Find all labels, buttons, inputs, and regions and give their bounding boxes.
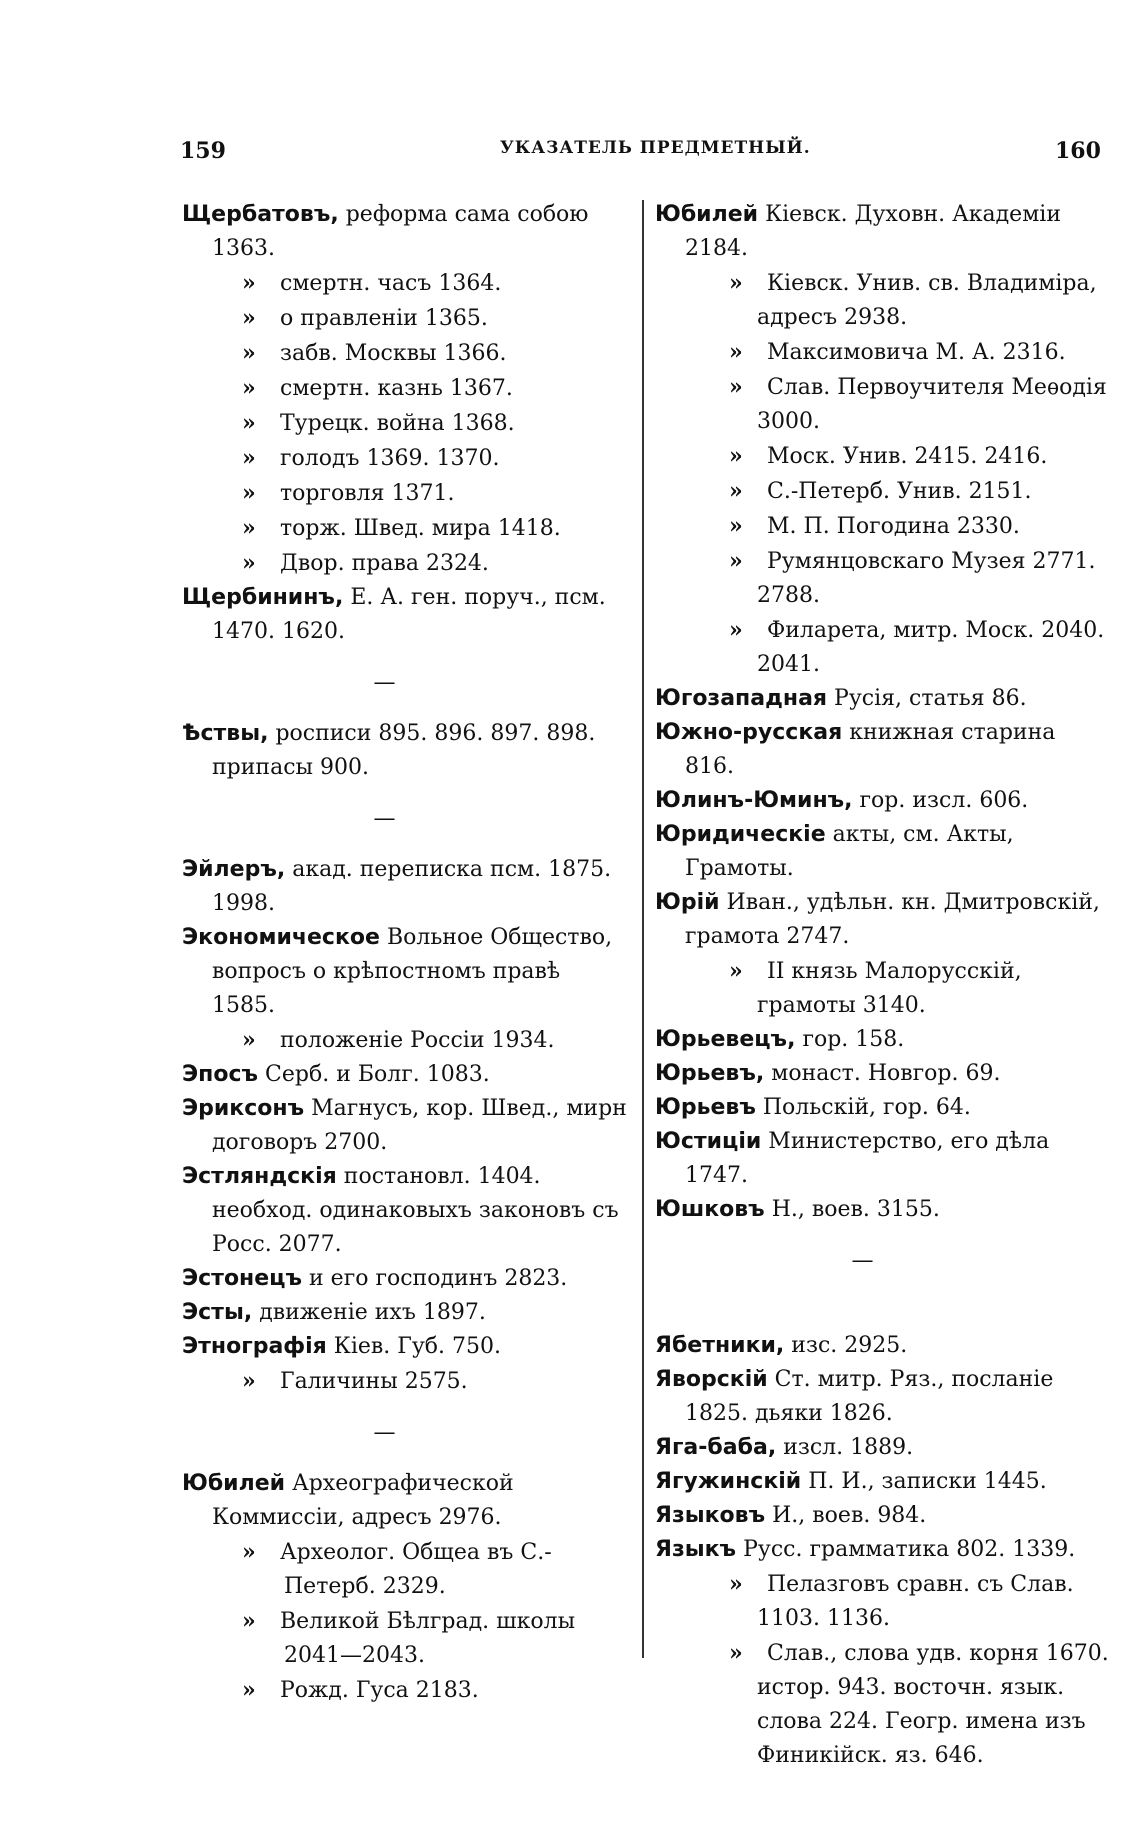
section-dash: — [373,806,396,831]
index-subentry [182,266,627,301]
entry-head: Югозападная [655,686,828,711]
subentry-text: Рожд. Гуса 2183. [280,1678,479,1703]
entry-head: Эйлеръ, [182,857,286,882]
subentry-text: голодъ 1369. 1370. [280,446,500,471]
entry-head: Эстонецъ [182,1266,303,1291]
ditto-mark: » [242,550,256,576]
index-entry [182,1058,627,1092]
entry-text: Е. А. ген. поруч., псм. 1470. 1620. [212,585,606,644]
entry-head: Ябетники, [655,1333,785,1358]
entry-text: Н., воев. 3155. [771,1197,940,1222]
ditto-mark: » [729,1571,743,1597]
entry-head: Эстляндскія [182,1164,337,1189]
entry-head: Юбилей [655,202,759,227]
subentry-text: М. П. Погодина 2330. [767,514,1020,539]
entry-head: Экономическое [182,925,380,950]
index-subentry [182,406,627,441]
ditto-mark: » [242,1539,256,1565]
index-entry [655,1431,1110,1465]
entry-text: изсл. 1889. [783,1435,914,1460]
index-subentry [182,1364,627,1399]
index-entry [182,1262,627,1296]
left-column [182,198,627,1708]
subentry-text: С.-Петерб. Унив. 2151. [767,479,1032,504]
subentry-text: торж. Швед. мира 1418. [280,516,561,541]
entry-head: Юрьевъ [655,1095,756,1120]
ditto-mark: » [729,374,743,400]
subentry-text: II князь Малорусскій, грамоты 3140. [757,959,1022,1018]
index-entry [655,1533,1110,1567]
index-subentry [182,511,627,546]
subentry-text: Двор. права 2324. [280,551,489,576]
ditto-mark: » [729,513,743,539]
entry-head: Языковъ [655,1503,766,1528]
entry-text: П. И., записки 1445. [808,1469,1047,1494]
entry-text: и его господинъ 2823. [309,1266,568,1291]
ditto-mark: » [729,443,743,469]
entry-head: Юрій [655,890,720,915]
index-subentry [182,371,627,406]
entry-head: Юрьевецъ, [655,1027,796,1052]
section-dash: — [851,1248,874,1273]
page-number-left: 159 [180,138,226,164]
index-subentry [655,370,1110,439]
spacer [655,1295,1110,1329]
ditto-mark: » [242,340,256,366]
entry-head: Юшковъ [655,1197,765,1222]
ditto-mark: » [242,410,256,436]
section-dash: — [373,1420,396,1445]
entry-head: Ѣствы, [182,721,269,746]
ditto-mark: » [242,270,256,296]
index-entry [655,1363,1110,1431]
entry-text: И., воев. 984. [772,1503,927,1528]
ditto-mark: » [729,270,743,296]
index-entry [182,1160,627,1262]
entry-text: Археографической Коммиссіи, адресъ 2976. [212,1471,514,1530]
entry-text: гор. изсл. 606. [859,788,1029,813]
subentry-text: смертн. казнь 1367. [280,376,513,401]
ditto-mark: » [729,958,743,984]
page-number-right: 160 [1055,138,1101,164]
entry-text: книжная старина 816. [685,720,1056,779]
index-subentry [655,613,1110,682]
index-entry [182,1296,627,1330]
ditto-mark: » [242,305,256,331]
entry-head: Юлинъ-Юминъ, [655,788,853,813]
subentry-text: Великой Бѣлград. школы 2041—2043. [280,1609,576,1668]
subentry-text: Археолог. Общеа въ С.-Петерб. 2329. [280,1540,552,1599]
entry-text: Магнусъ, кор. Швед., мирн договоръ 2700. [212,1096,627,1155]
index-entry [182,1330,627,1364]
entry-head: Щербатовъ, [182,202,339,227]
running-title: УКАЗАТЕЛЬ ПРЕДМЕТНЫЙ. [500,138,811,158]
index-entry [655,198,1110,266]
entry-text: Русія, статья 86. [834,686,1027,711]
entry-text: Кіевск. Духовн. Академіи 2184. [685,202,1062,261]
ditto-mark: » [242,515,256,541]
index-entry [182,853,627,921]
entry-head: Эсты, [182,1300,253,1325]
index-entry [655,1193,1110,1227]
ditto-mark: » [242,480,256,506]
entry-text: Русс. грамматика 802. 1339. [743,1537,1076,1562]
index-entry [182,198,627,266]
column-divider [642,200,644,1658]
index-subentry [655,439,1110,474]
entry-text: постановл. 1404. необход. одинаковыхъ законовъ съ Росс. 2077. [212,1164,619,1257]
ditto-mark: » [729,478,743,504]
ditto-mark: » [242,1368,256,1394]
index-subentry [655,335,1110,370]
entry-text: Иван., удѣльн. кн. Дмитровскій, грамота 2747. [685,890,1100,949]
index-entry [655,1125,1110,1193]
index-entry [182,581,627,649]
index-entry [655,1091,1110,1125]
index-entry [655,1499,1110,1533]
entry-text: гор. 158. [802,1027,905,1052]
index-entry [655,1465,1110,1499]
index-entry [182,921,627,1023]
index-entry [655,818,1110,886]
index-subentry [655,954,1110,1023]
right-column [655,198,1110,1773]
ditto-mark: » [242,445,256,471]
ditto-mark: » [729,617,743,643]
index-subentry [182,1535,627,1604]
entry-text: Серб. и Болг. 1083. [265,1062,490,1087]
index-subentry [655,509,1110,544]
entry-head: Юрьевъ, [655,1061,765,1086]
entry-text: Ст. митр. Ряз., посланіе 1825. дьяки 1826. [685,1367,1054,1426]
entry-head: Яга-баба, [655,1435,777,1460]
entry-head: Юстиціи [655,1129,762,1154]
subentry-text: Слав., слова удв. корня 1670. истор. 943. восточн. язык. слова 224. Геогр. имена изъ Финикійск. яз. 646. [757,1641,1109,1768]
subentry-text: Филарета, митр. Моск. 2040. 2041. [757,618,1105,677]
entry-head: Эпосъ [182,1062,259,1087]
index-subentry [655,544,1110,613]
index-subentry [182,546,627,581]
entry-head: Эриксонъ [182,1096,305,1121]
ditto-mark: » [242,375,256,401]
section-dash: — [373,670,396,695]
subentry-text: положеніе Россіи 1934. [280,1028,555,1053]
subentry-text: Турецк. война 1368. [280,411,515,436]
entry-text: Вольное Общество, вопросъ о крѣпостномъ правѣ 1585. [212,925,613,1018]
ditto-mark: » [242,1027,256,1053]
entry-text: Польскій, гор. 64. [762,1095,971,1120]
index-entry [182,1092,627,1160]
index-entry [655,716,1110,784]
subentry-text: забв. Москвы 1366. [280,341,507,366]
entry-head: Яворскій [655,1367,768,1392]
entry-head: Ягужинскій [655,1469,802,1494]
index-subentry [182,336,627,371]
entry-text: монаст. Новгор. 69. [771,1061,1001,1086]
index-entry [655,784,1110,818]
index-subentry [655,474,1110,509]
subentry-text: Пелазговъ сравн. съ Слав. 1103. 1136. [757,1572,1074,1631]
entry-head: Юбилей [182,1471,286,1496]
entry-text: акты, см. Акты, Грамоты. [685,822,1014,881]
subentry-text: торговля 1371. [280,481,455,506]
entry-head: Языкъ [655,1537,737,1562]
index-entry [655,1329,1110,1363]
subentry-text: Кіевск. Унив. св. Владиміра, адресъ 2938. [757,271,1097,330]
index-subentry [182,1673,627,1708]
subentry-text: Галичины 2575. [280,1369,468,1394]
entry-head: Этнографія [182,1334,327,1359]
entry-head: Щербининъ, [182,585,344,610]
subentry-text: смертн. часъ 1364. [280,271,502,296]
index-subentry [182,476,627,511]
entry-text: Кіев. Губ. 750. [333,1334,501,1359]
entry-text: росписи 895. 896. 897. 898. припасы 900. [212,721,596,780]
index-subentry [182,1023,627,1058]
ditto-mark: » [729,1640,743,1666]
entry-text: изс. 2925. [791,1333,908,1358]
index-entry [182,717,627,785]
index-subentry [655,1567,1110,1636]
index-subentry [182,1604,627,1673]
index-subentry [655,266,1110,335]
subentry-text: Максимовича М. А. 2316. [767,340,1066,365]
ditto-mark: » [242,1677,256,1703]
ditto-mark: » [729,548,743,574]
index-entry [655,1023,1110,1057]
index-entry [655,682,1110,716]
ditto-mark: » [242,1608,256,1634]
index-subentry [182,441,627,476]
entry-head: Юридическіе [655,822,826,847]
entry-text: Министерство, его дѣла 1747. [685,1129,1050,1188]
index-subentry [182,301,627,336]
subentry-text: Румянцовскаго Музея 2771. 2788. [757,549,1096,608]
index-entry [655,1057,1110,1091]
entry-text: движеніе ихъ 1897. [259,1300,486,1325]
ditto-mark: » [729,339,743,365]
entry-text: реформа сама собою 1363. [212,202,589,261]
subentry-text: Моск. Унив. 2415. 2416. [767,444,1048,469]
index-entry [655,886,1110,954]
subentry-text: о правленіи 1365. [280,306,488,331]
entry-text: акад. переписка псм. 1875. 1998. [212,857,612,916]
subentry-text: Слав. Первоучителя Меѳодія 3000. [757,375,1107,434]
entry-head: Южно-русская [655,720,843,745]
index-entry [182,1467,627,1535]
index-subentry [655,1636,1110,1773]
